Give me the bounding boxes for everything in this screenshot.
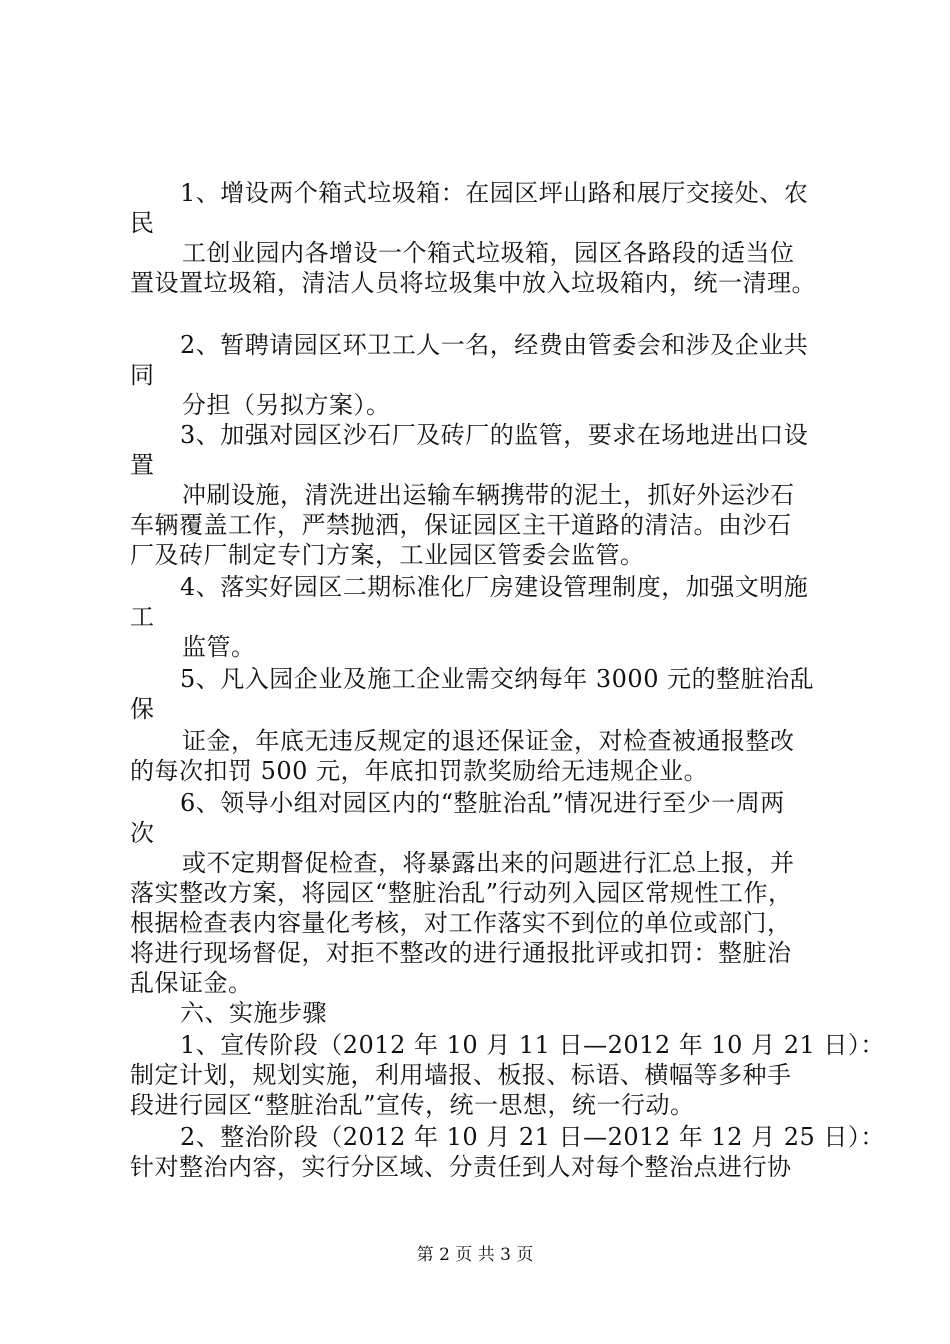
text-line: 2、暂聘请园区环卫工人一名，经费由管委会和涉及企业共: [180, 331, 809, 359]
text-line: 置: [130, 451, 155, 479]
text-line: 1、增设两个箱式垃圾箱：在园区坪山路和展厅交接处、农: [180, 179, 809, 207]
text-line: 的每次扣罚 500 元，年底扣罚款奖励给无违规企业。: [130, 757, 709, 785]
text-line: 工: [130, 603, 155, 631]
text-line: 工创业园内各增设一个箱式垃圾箱，园区各路段的适当位: [182, 239, 795, 267]
section-heading: 六、实施步骤: [180, 999, 327, 1027]
text-line: 6、领导小组对园区内的“整脏治乱”情况进行至少一周两: [180, 789, 785, 817]
text-line: 同: [130, 361, 155, 389]
text-line: 次: [130, 819, 155, 847]
text-line: 或不定期督促检查，将暴露出来的问题进行汇总上报，并: [182, 849, 795, 877]
text-line: 2、整治阶段（2012 年 10 月 21 日—2012 年 12 月 25 日）：: [180, 1123, 885, 1151]
text-line: 根据检查表内容量化考核，对工作落实不到位的单位或部门，: [130, 909, 792, 937]
text-line: 冲刷设施，清洗进出运输车辆携带的泥土，抓好外运沙石: [182, 481, 795, 509]
text-line: 保: [130, 695, 155, 723]
text-line: 3、加强对园区沙石厂及砖厂的监管，要求在场地进出口设: [180, 421, 809, 449]
text-line: 监管。: [182, 633, 256, 661]
text-line: 1、宣传阶段（2012 年 10 月 11 日—2012 年 10 月 21 日）：: [180, 1031, 885, 1059]
text-line: 证金，年底无违反规定的退还保证金，对检查被通报整改: [182, 727, 795, 755]
text-line: 将进行现场督促，对拒不整改的进行通报批评或扣罚：整脏治: [130, 939, 792, 967]
text-line: 段进行园区“整脏治乱”宣传，统一思想，统一行动。: [130, 1091, 695, 1119]
text-line: 制定计划，规划实施，利用墙报、板报、标语、横幅等多种手: [130, 1061, 792, 1089]
text-line: 5、凡入园企业及施工企业需交纳每年 3000 元的整脏治乱: [180, 665, 815, 693]
text-line: 分担（另拟方案）。: [182, 391, 391, 419]
text-line: 4、落实好园区二期标准化厂房建设管理制度，加强文明施: [180, 573, 809, 601]
text-line: 车辆覆盖工作，严禁抛洒，保证园区主干道路的清洁。由沙石: [130, 511, 792, 539]
text-line: 厂及砖厂制定专门方案，工业园区管委会监管。: [130, 541, 645, 569]
text-line: 针对整治内容，实行分区域、分责任到人对每个整治点进行协: [130, 1153, 792, 1181]
page-footer: 第 2 页 共 3 页: [416, 1245, 534, 1265]
text-line: 乱保证金。: [130, 969, 253, 997]
text-line: 置设置垃圾箱，清洁人员将垃圾集中放入垃圾箱内，统一清理。: [130, 269, 816, 297]
text-line: 落实整改方案，将园区“整脏治乱”行动列入园区常规性工作，: [130, 879, 793, 907]
text-line: 民: [130, 209, 155, 237]
